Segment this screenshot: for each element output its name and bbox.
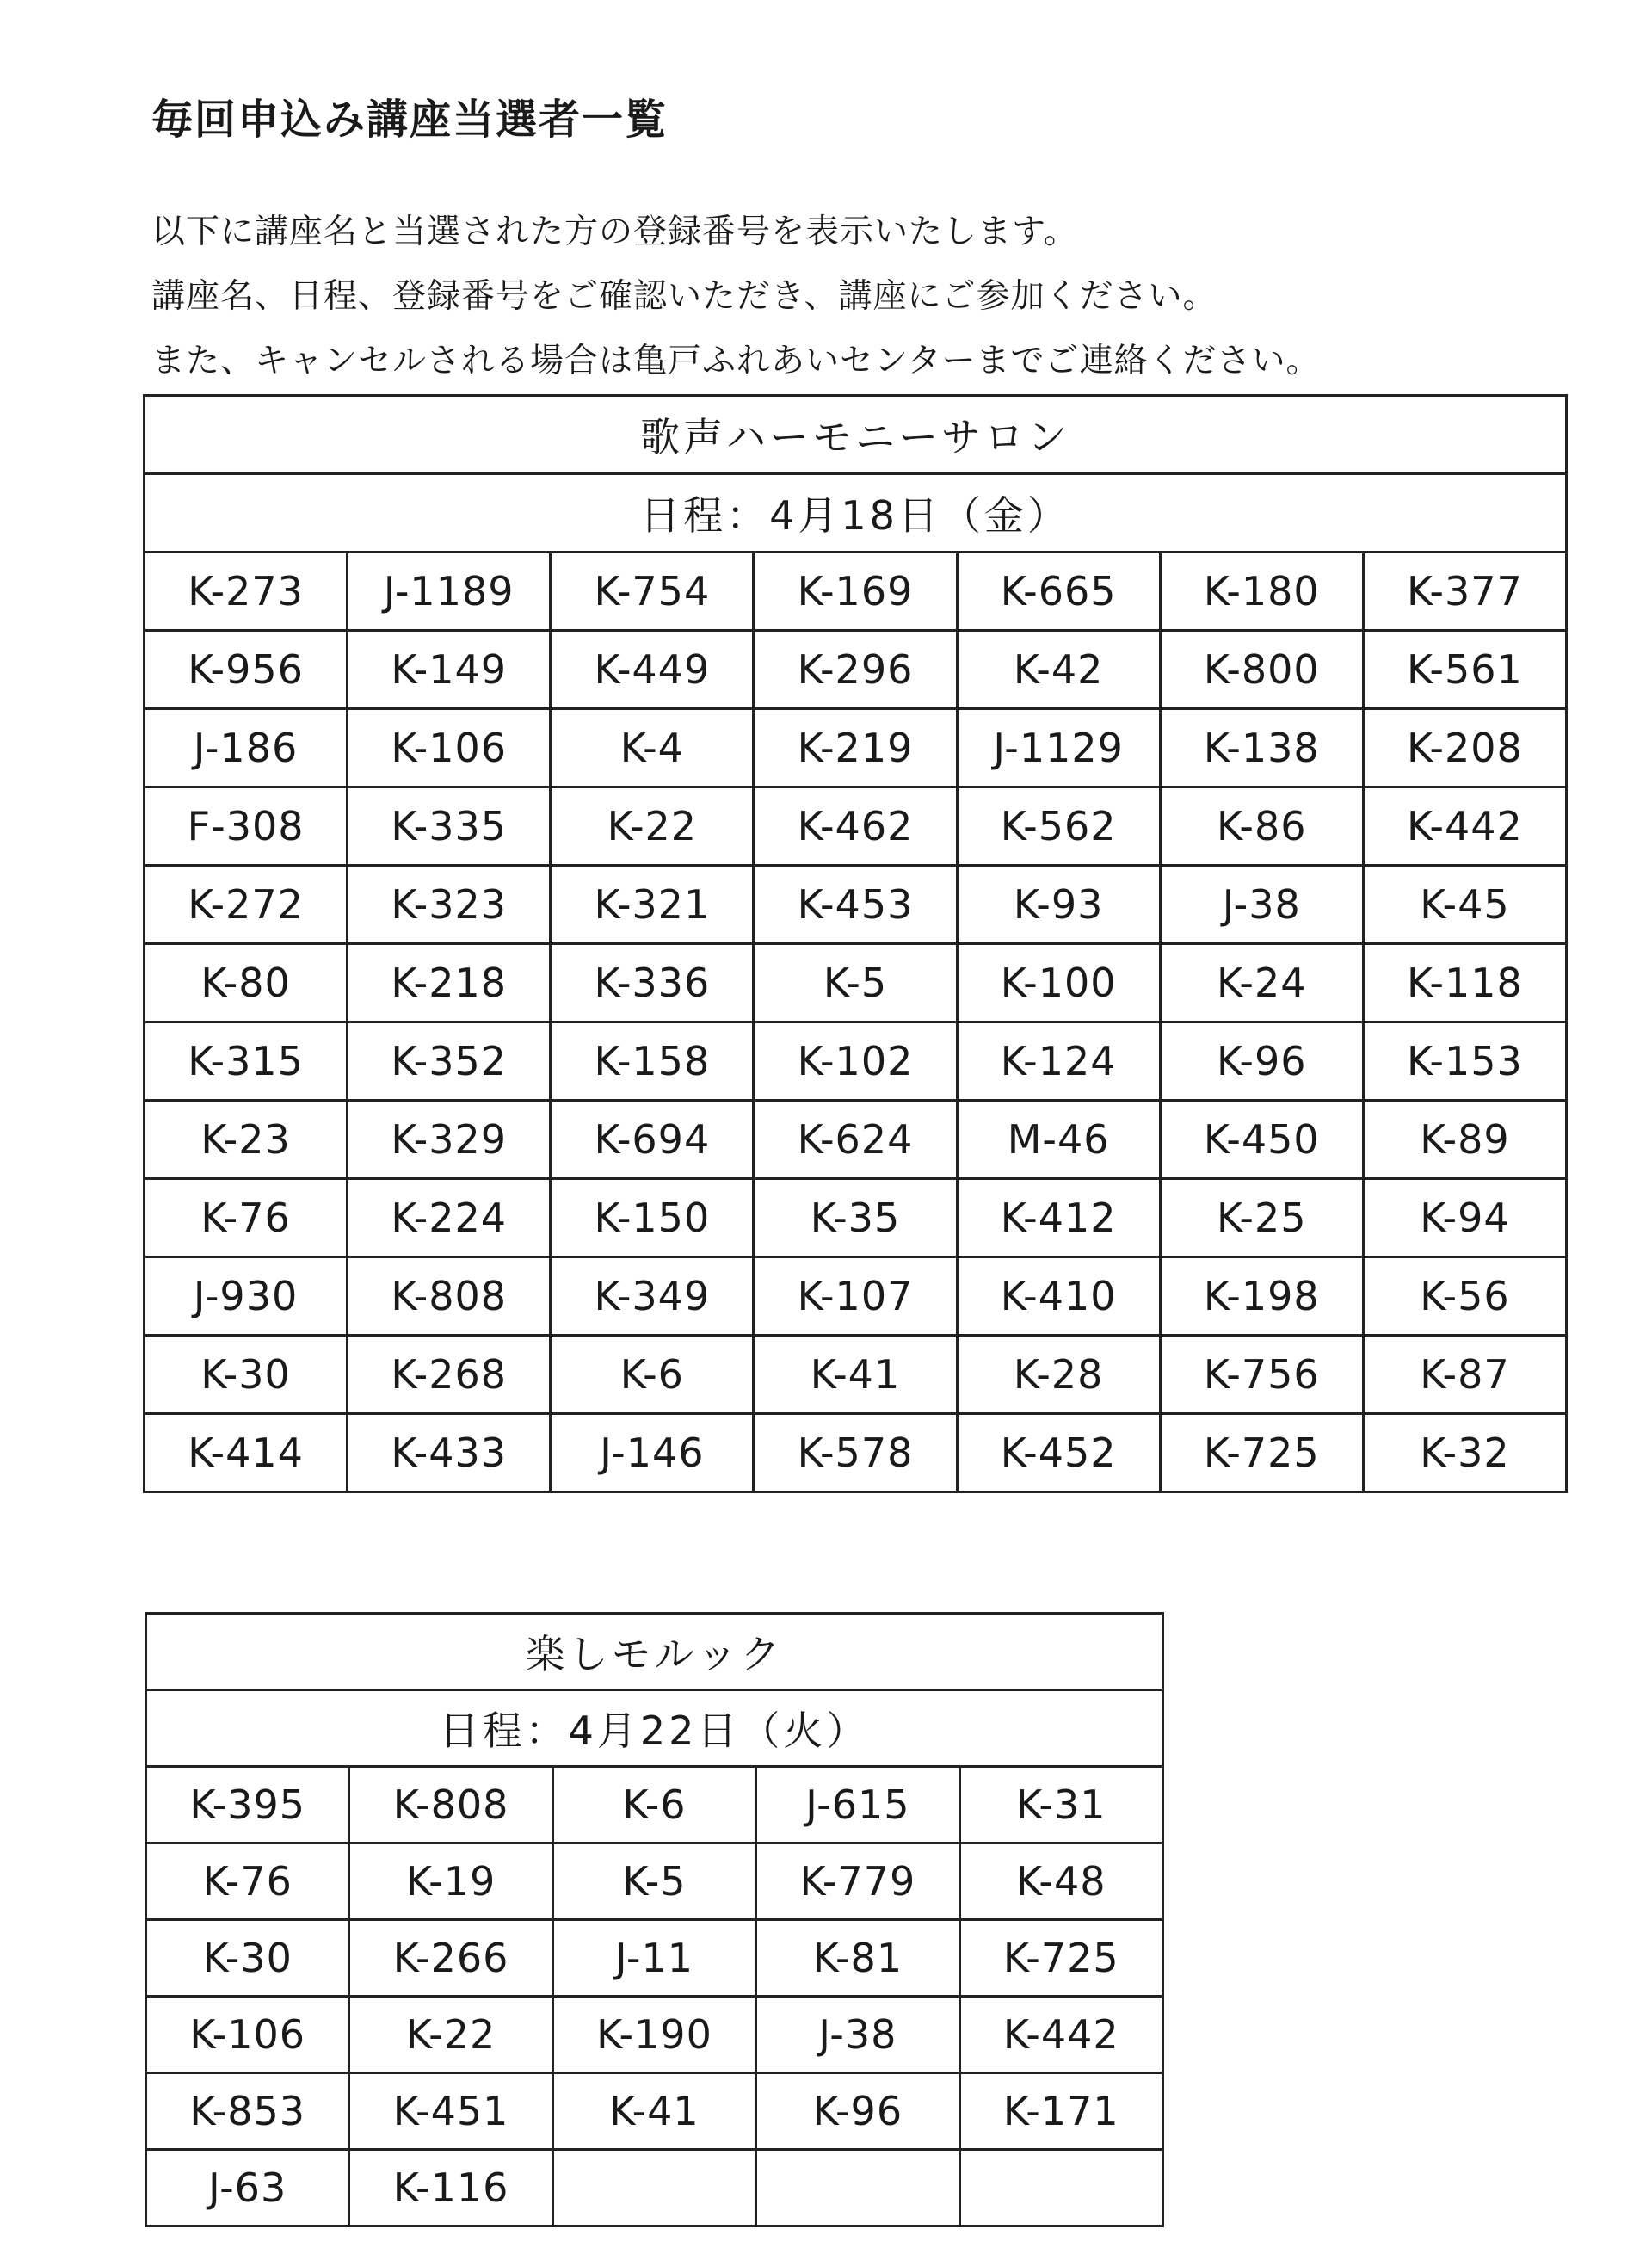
registration-number: K-449 (551, 631, 754, 709)
registration-number: K-6 (552, 1767, 755, 1843)
registration-number: K-93 (957, 866, 1160, 944)
table-row (145, 787, 1567, 866)
course-schedule: 日程：4月22日（火） (146, 1690, 1163, 1767)
registration-number: K-87 (1363, 1336, 1566, 1414)
registration-number: K-808 (349, 1767, 552, 1843)
registration-number: K-76 (146, 1843, 349, 1920)
empty-cell (756, 2150, 959, 2226)
empty-cell (959, 2150, 1162, 2226)
registration-number: K-442 (1363, 787, 1566, 866)
registration-number: K-89 (1363, 1101, 1566, 1179)
registration-number: K-6 (551, 1336, 754, 1414)
registration-number: K-453 (754, 866, 957, 944)
registration-number: K-138 (1160, 709, 1363, 787)
registration-number: K-150 (551, 1179, 754, 1257)
registration-number: K-694 (551, 1101, 754, 1179)
registration-number: K-853 (146, 2073, 349, 2150)
registration-number: K-106 (348, 709, 551, 787)
registration-number: K-96 (1160, 1022, 1363, 1101)
registration-number: J-146 (551, 1414, 754, 1492)
registration-number: J-38 (1160, 866, 1363, 944)
registration-number: J-930 (145, 1257, 348, 1336)
registration-number: K-41 (552, 2073, 755, 2150)
registration-number: K-171 (959, 2073, 1162, 2150)
registration-number: K-349 (551, 1257, 754, 1336)
empty-cell (552, 2150, 755, 2226)
registration-number: J-186 (145, 709, 348, 787)
registration-number: K-32 (1363, 1414, 1566, 1492)
registration-number: K-624 (754, 1101, 957, 1179)
registration-number: K-5 (552, 1843, 755, 1920)
registration-number: K-169 (754, 553, 957, 631)
registration-number: K-149 (348, 631, 551, 709)
registration-number: K-754 (551, 553, 754, 631)
registration-number: K-578 (754, 1414, 957, 1492)
registration-number: J-11 (552, 1920, 755, 1997)
table-row (145, 1336, 1567, 1414)
registration-number: K-107 (754, 1257, 957, 1336)
table-row (146, 2073, 1163, 2150)
course-name: 歌声ハーモニーサロン (145, 396, 1567, 474)
registration-number: K-94 (1363, 1179, 1566, 1257)
course-schedule: 日程：4月18日（金） (145, 474, 1567, 553)
registration-number: K-329 (348, 1101, 551, 1179)
registration-number: K-377 (1363, 553, 1566, 631)
course-name: 楽しモルック (146, 1614, 1163, 1690)
registration-number: K-272 (145, 866, 348, 944)
table-row (146, 2150, 1163, 2226)
registration-number: K-462 (754, 787, 957, 866)
page-title: 毎回申込み講座当選者一覧 (151, 96, 669, 144)
table-row (146, 1997, 1163, 2073)
registration-number: J-38 (756, 1997, 959, 2073)
registration-number: K-80 (145, 944, 348, 1022)
registration-number: J-615 (756, 1767, 959, 1843)
registration-number: K-56 (1363, 1257, 1566, 1336)
registration-number: K-118 (1363, 944, 1566, 1022)
registration-number: K-315 (145, 1022, 348, 1101)
registration-number: K-190 (552, 1997, 755, 2073)
registration-number: K-562 (957, 787, 1160, 866)
registration-number: K-23 (145, 1101, 348, 1179)
registration-number: K-28 (957, 1336, 1160, 1414)
registration-number: J-1129 (957, 709, 1160, 787)
intro-line: また、キャンセルされる場合は亀戸ふれあいセンターまでご連絡ください。 (151, 342, 1321, 380)
table-row (145, 1022, 1567, 1101)
registration-number: K-665 (957, 553, 1160, 631)
registration-number: K-19 (349, 1843, 552, 1920)
registration-number: K-323 (348, 866, 551, 944)
registration-number: K-22 (349, 1997, 552, 2073)
registration-number: F-308 (145, 787, 348, 866)
registration-number: K-25 (1160, 1179, 1363, 1257)
intro-line: 以下に講座名と当選された方の登録番号を表示いたします。 (151, 213, 1078, 251)
table-row (145, 1179, 1567, 1257)
intro-line: 講座名、日程、登録番号をご確認いただき、講座にご参加ください。 (151, 277, 1217, 316)
registration-number: K-4 (551, 709, 754, 787)
registration-number: K-335 (348, 787, 551, 866)
registration-number: J-1189 (348, 553, 551, 631)
registration-number: K-273 (145, 553, 348, 631)
registration-number: K-266 (349, 1920, 552, 1997)
registration-number: K-433 (348, 1414, 551, 1492)
registration-number: K-956 (145, 631, 348, 709)
registration-number: K-24 (1160, 944, 1363, 1022)
registration-number: K-395 (146, 1767, 349, 1843)
registration-number: K-5 (754, 944, 957, 1022)
registration-number: K-100 (957, 944, 1160, 1022)
registration-number: K-800 (1160, 631, 1363, 709)
registration-number: K-442 (959, 1997, 1162, 2073)
table-row (145, 1257, 1567, 1336)
registration-number: K-31 (959, 1767, 1162, 1843)
registration-number: K-81 (756, 1920, 959, 1997)
registration-number: J-63 (146, 2150, 349, 2226)
registration-number: K-158 (551, 1022, 754, 1101)
table-row (145, 944, 1567, 1022)
registration-number: K-452 (957, 1414, 1160, 1492)
registration-number: K-42 (957, 631, 1160, 709)
registration-number: K-296 (754, 631, 957, 709)
registration-number: K-48 (959, 1843, 1162, 1920)
registration-number: K-76 (145, 1179, 348, 1257)
registration-number: K-102 (754, 1022, 957, 1101)
registration-number: K-180 (1160, 553, 1363, 631)
registration-number: K-725 (1160, 1414, 1363, 1492)
registration-number: K-779 (756, 1843, 959, 1920)
table-row (146, 1920, 1163, 1997)
registration-number: K-268 (348, 1336, 551, 1414)
table-row (145, 1414, 1567, 1492)
registration-number: K-808 (348, 1257, 551, 1336)
table-row (145, 631, 1567, 709)
registration-number: K-412 (957, 1179, 1160, 1257)
registration-number: K-414 (145, 1414, 348, 1492)
registration-number: K-219 (754, 709, 957, 787)
registration-number: K-86 (1160, 787, 1363, 866)
registration-number: K-30 (146, 1920, 349, 1997)
registration-number: K-450 (1160, 1101, 1363, 1179)
registration-number: K-96 (756, 2073, 959, 2150)
registration-number: K-451 (349, 2073, 552, 2150)
intro-text (151, 200, 1320, 393)
registration-number: K-116 (349, 2150, 552, 2226)
table-row (145, 709, 1567, 787)
course-table-harmony-salon (143, 394, 1568, 1493)
registration-number: K-224 (348, 1179, 551, 1257)
course-table-molkky (145, 1612, 1164, 2227)
registration-number: K-41 (754, 1336, 957, 1414)
registration-number: K-410 (957, 1257, 1160, 1336)
registration-number: K-561 (1363, 631, 1566, 709)
registration-number: K-124 (957, 1022, 1160, 1101)
table-row (146, 1767, 1163, 1843)
registration-number: K-30 (145, 1336, 348, 1414)
table-row (145, 866, 1567, 944)
registration-number: K-208 (1363, 709, 1566, 787)
registration-number: K-106 (146, 1997, 349, 2073)
registration-number: K-352 (348, 1022, 551, 1101)
registration-number: K-336 (551, 944, 754, 1022)
table-row (146, 1843, 1163, 1920)
registration-number: K-22 (551, 787, 754, 866)
registration-number: K-35 (754, 1179, 957, 1257)
registration-number: K-198 (1160, 1257, 1363, 1336)
registration-number: M-46 (957, 1101, 1160, 1179)
registration-number: K-725 (959, 1920, 1162, 1997)
table-row (145, 1101, 1567, 1179)
registration-number: K-45 (1363, 866, 1566, 944)
registration-number: K-321 (551, 866, 754, 944)
table-row (145, 553, 1567, 631)
registration-number: K-756 (1160, 1336, 1363, 1414)
registration-number: K-218 (348, 944, 551, 1022)
registration-number: K-153 (1363, 1022, 1566, 1101)
